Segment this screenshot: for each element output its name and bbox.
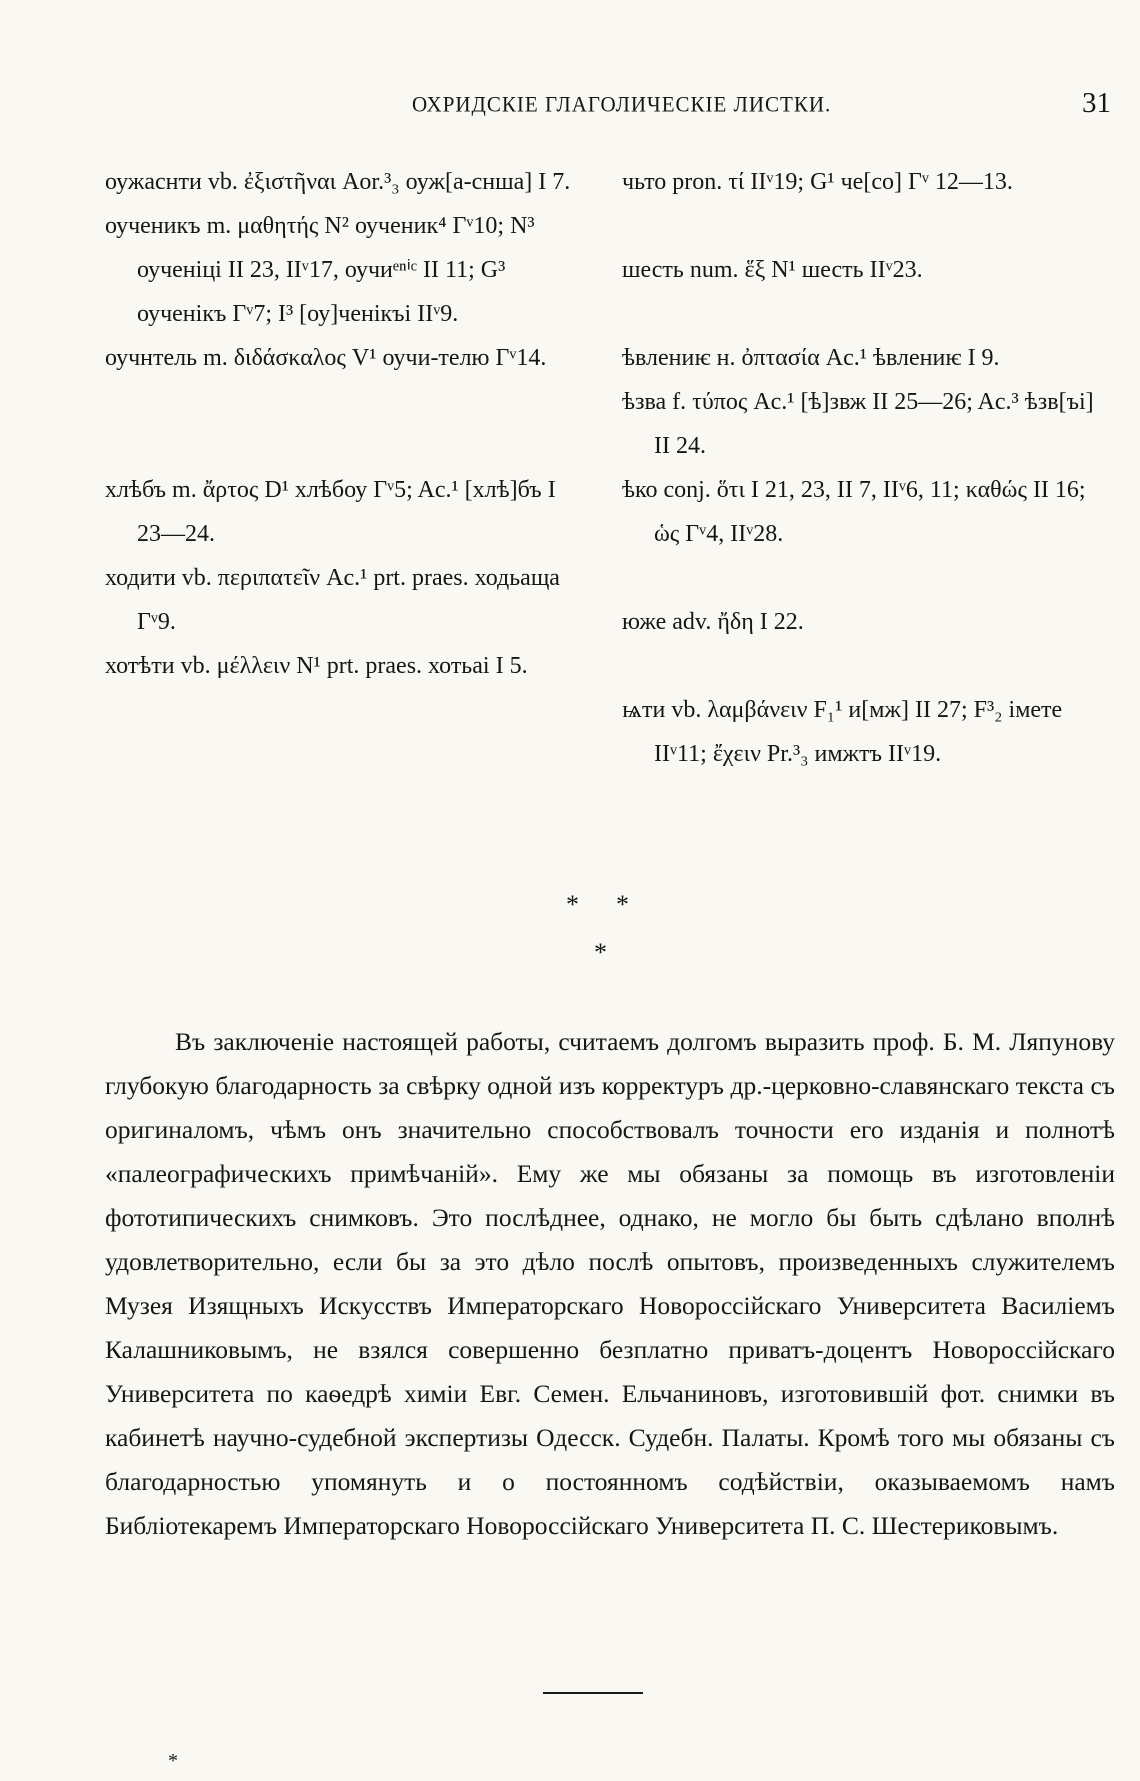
glossary-entry: хотѣти vb. μέλλειν N¹ prt. praes. хотьаі I 5. bbox=[105, 653, 528, 679]
glossary-entry: хлѣбъ m. ἄρτος D¹ хлѣбоу Гᵛ5; Ac.¹ [хлѣ]бъ I 23—24. bbox=[105, 477, 556, 547]
glossary-entry: ѣзва f. τύπος Ac.¹ [ѣ]звж II 25—26; Ac.³ ѣзв[ъі] II 24. bbox=[622, 389, 1094, 459]
glossary-entry: оучнтель m. διδάσκαλος V¹ оучи-телю Гᵛ14. bbox=[105, 345, 547, 371]
closing-rule bbox=[543, 1692, 643, 1694]
glossary-right-column bbox=[622, 160, 1112, 776]
glossary-entry: чьто pron. τί IIᵛ19; G¹ че[со] Гᵛ 12—13. bbox=[622, 169, 1013, 195]
running-title: ОХРИДСКІЕ ГЛАГОЛИЧЕСКІЕ ЛИСТКИ. bbox=[412, 91, 832, 117]
glossary-entry: оученикъ m. μαθητής N² оученик⁴ Гᵛ10; N³ оученіці II 23, IIᵛ17, оучиᵉⁿⁱᶜ II 11; G³ оученікъ Гᵛ7; I³ [оу]ченікъі IIᵛ9. bbox=[105, 213, 535, 327]
column-gap bbox=[622, 556, 1112, 600]
column-gap bbox=[622, 292, 1112, 336]
page-number: 31 bbox=[1082, 87, 1111, 119]
asterisk: * bbox=[594, 938, 607, 967]
glossary-entry: ходити vb. περιπατεῖν Ac.¹ prt. praes. ходьаща Гᵛ9. bbox=[105, 565, 560, 635]
glossary-entry: юже adv. ἤδη I 22. bbox=[622, 609, 804, 635]
asterisk: * bbox=[616, 890, 629, 919]
footer-mark: * bbox=[168, 1750, 178, 1772]
glossary-entry: ѣвлениѥ н. ὀπτασία Ac.¹ ѣвлениѥ I 9. bbox=[622, 345, 1000, 371]
column-gap bbox=[622, 204, 1112, 248]
column-gap bbox=[622, 644, 1112, 688]
glossary-entry: оужаснти vb. ἐξιστῆναι Aor.³₃ оуж[а-снша] I 7. bbox=[105, 169, 571, 195]
glossary-entry: шесть num. ἕξ N¹ шесть IIᵛ23. bbox=[622, 257, 923, 283]
asterisk: * bbox=[566, 890, 579, 919]
glossary-entry: ѣко conj. ὅτι I 21, 23, II 7, IIᵛ6, 11; καθώς II 16; ὡς Гᵛ4, IIᵛ28. bbox=[622, 477, 1086, 547]
conclusion-paragraph: Въ заключеніе настоящей работы, считаемъ долгомъ выразить проф. Б. М. Ляпунову глубокую благодарность за свѣрку одной изъ корректуръ др.-церковно-славянскаго текста съ оригиналомъ, чѣмъ онъ значительно способствовалъ точности его изданія и полнотѣ «палеографическихъ примѣчаній». Ему же мы обязаны за помощь въ изготовленіи фототипическихъ снимковъ. Это послѣднее, однако, не могло бы быть сдѣлано вполнѣ удовлетворительно, если бы за это дѣло послѣ опытовъ, произведенныхъ служителемъ Музея Изящныхъ Искусствъ Императорскаго Новороссійскаго Университета Василіемъ Калашниковымъ, не взялся совершенно безплатно приватъ-доцентъ Новороссійскаго Университета по каѳедрѣ химіи Евг. Семен. Ельчаниновъ, изготовившій фот. снимки въ кабинетѣ научно-судебной экспертизы Одесск. Судебн. Палаты. Кромѣ того мы обязаны съ благодарностью упомянуть и о постоянномъ содѣйствіи, оказываемомъ намъ Библіотекаремъ Императорскаго Новороссійскаго Университета П. С. Шестериковымъ. bbox=[105, 1027, 1115, 1540]
glossary-left-column bbox=[105, 160, 585, 688]
glossary-entry: ѩти vb. λαμβάνειν F₁¹ и[мж] II 27; F³₂ імете IIᵛ11; ἔχειν Pr.³₃ имжтъ IIᵛ19. bbox=[622, 697, 1063, 767]
section-separator bbox=[0, 890, 1140, 970]
column-gap bbox=[105, 380, 585, 468]
